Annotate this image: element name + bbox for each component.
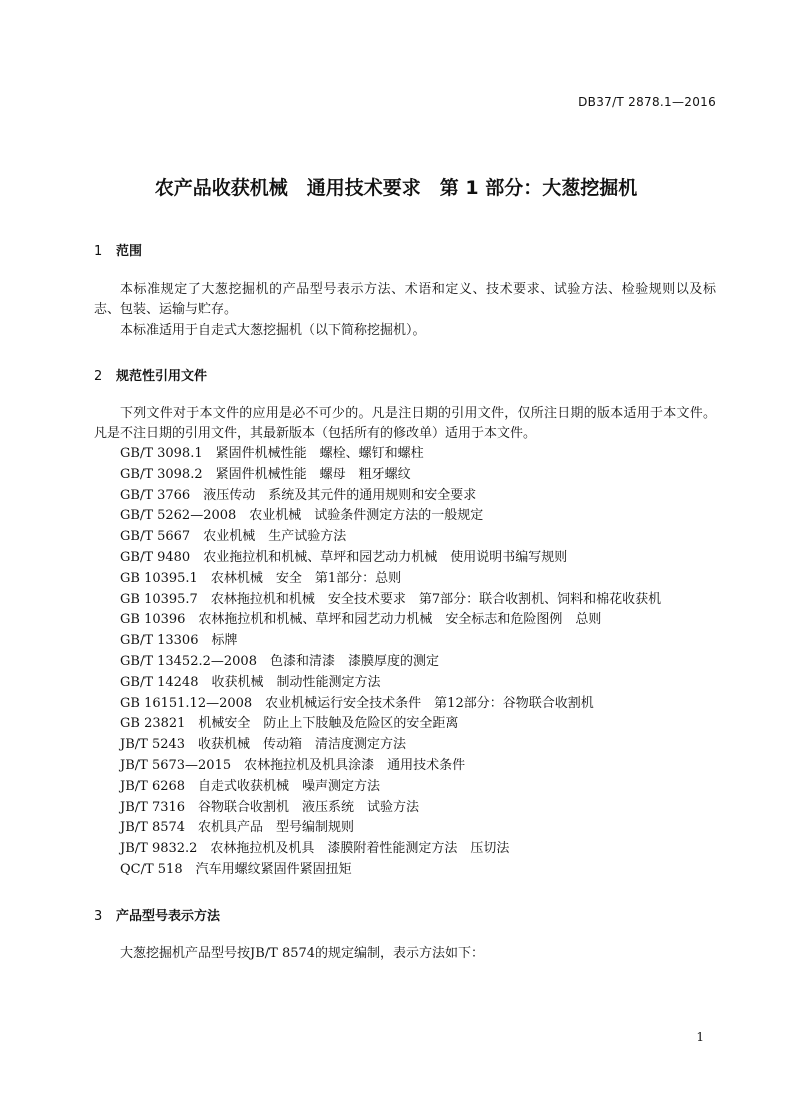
reference-list bbox=[120, 444, 661, 881]
references-intro: 下列文件对于本文件的应用是必不可少的。凡是注日期的引用文件，仅所注日期的版本适用于本文件。凡是不注日期的引用文件，其最新版本（包括所有的修改单）适用于本文件。 bbox=[94, 406, 716, 441]
section-heading-model-designation bbox=[94, 905, 220, 924]
reference-item: GB/T 3098.2 紧固件机械性能 螺母 粗牙螺纹 bbox=[120, 466, 411, 482]
reference-item: GB 10395.1 农林机械 安全 第1部分：总则 bbox=[120, 570, 402, 586]
reference-item: JB/T 5243 收获机械 传动箱 清洁度测定方法 bbox=[120, 737, 407, 753]
scope-paragraph-2: 本标准适用于自走式大葱挖掘机（以下简称挖掘机）。 bbox=[120, 323, 426, 338]
reference-item: GB/T 5667 农业机械 生产试验方法 bbox=[120, 529, 347, 545]
reference-item: JB/T 8574 农机具产品 型号编制规则 bbox=[120, 820, 355, 836]
reference-item: GB/T 14248 收获机械 制动性能测定方法 bbox=[120, 674, 381, 690]
reference-item: JB/T 6268 自走式收获机械 噪声测定方法 bbox=[120, 778, 381, 794]
section-heading-scope bbox=[94, 240, 142, 259]
reference-item: JB/T 7316 谷物联合收割机 液压系统 试验方法 bbox=[120, 799, 420, 815]
reference-item: GB/T 9480 农业拖拉机和机械、草坪和园艺动力机械 使用说明书编写规则 bbox=[120, 549, 568, 565]
reference-item: GB/T 5262—2008 农业机械 试验条件测定方法的一般规定 bbox=[120, 508, 484, 524]
reference-item: GB 10395.7 农林拖拉机和机械 安全技术要求 第7部分：联合收割机、饲料和棉花收获机 bbox=[120, 591, 662, 607]
section-number: 1 bbox=[94, 244, 103, 259]
scope-paragraph-1: 本标准规定了大葱挖掘机的产品型号表示方法、术语和定义、技术要求、试验方法、检验规则以及标志、包装、运输与贮存。 bbox=[94, 282, 716, 317]
reference-item: GB 10396 农林拖拉机和机械、草坪和园艺动力机械 安全标志和危险图例 总则 bbox=[120, 612, 602, 628]
reference-item: GB/T 3098.1 紧固件机械性能 螺栓、螺钉和螺柱 bbox=[120, 446, 424, 461]
section-number: 3 bbox=[94, 909, 103, 924]
reference-item: GB/T 13452.2—2008 色漆和清漆 漆膜厚度的测定 bbox=[120, 653, 439, 669]
section-number: 2 bbox=[94, 369, 103, 384]
section-heading-references bbox=[94, 365, 207, 384]
reference-item: JB/T 9832.2 农林拖拉机及机具 漆膜附着性能测定方法 压切法 bbox=[120, 841, 510, 857]
reference-item: GB/T 13306 标牌 bbox=[120, 633, 238, 649]
model-designation-paragraph: 大葱挖掘机产品型号按JB/T 8574的规定编制，表示方法如下： bbox=[120, 946, 485, 961]
reference-item: GB/T 3766 液压传动 系统及其元件的通用规则和安全要求 bbox=[120, 487, 477, 503]
page-number: 1 bbox=[696, 1030, 704, 1044]
reference-item: QC/T 518 汽车用螺纹紧固件紧固扭矩 bbox=[120, 861, 352, 877]
reference-item: GB 23821 机械安全 防止上下肢触及危险区的安全距离 bbox=[120, 716, 459, 732]
document-title: 农产品收获机械 通用技术要求 第 1 部分：大葱挖掘机 bbox=[154, 177, 638, 199]
reference-item: GB 16151.12—2008 农业机械运行安全技术条件 第12部分：谷物联合收割机 bbox=[120, 695, 594, 711]
reference-item: JB/T 5673—2015 农林拖拉机及机具涂漆 通用技术条件 bbox=[120, 757, 466, 773]
standard-id: DB37/T 2878.1—2016 bbox=[578, 95, 716, 109]
section-title: 范围 bbox=[116, 244, 143, 259]
section-title: 产品型号表示方法 bbox=[116, 909, 221, 924]
section-title: 规范性引用文件 bbox=[116, 369, 208, 384]
